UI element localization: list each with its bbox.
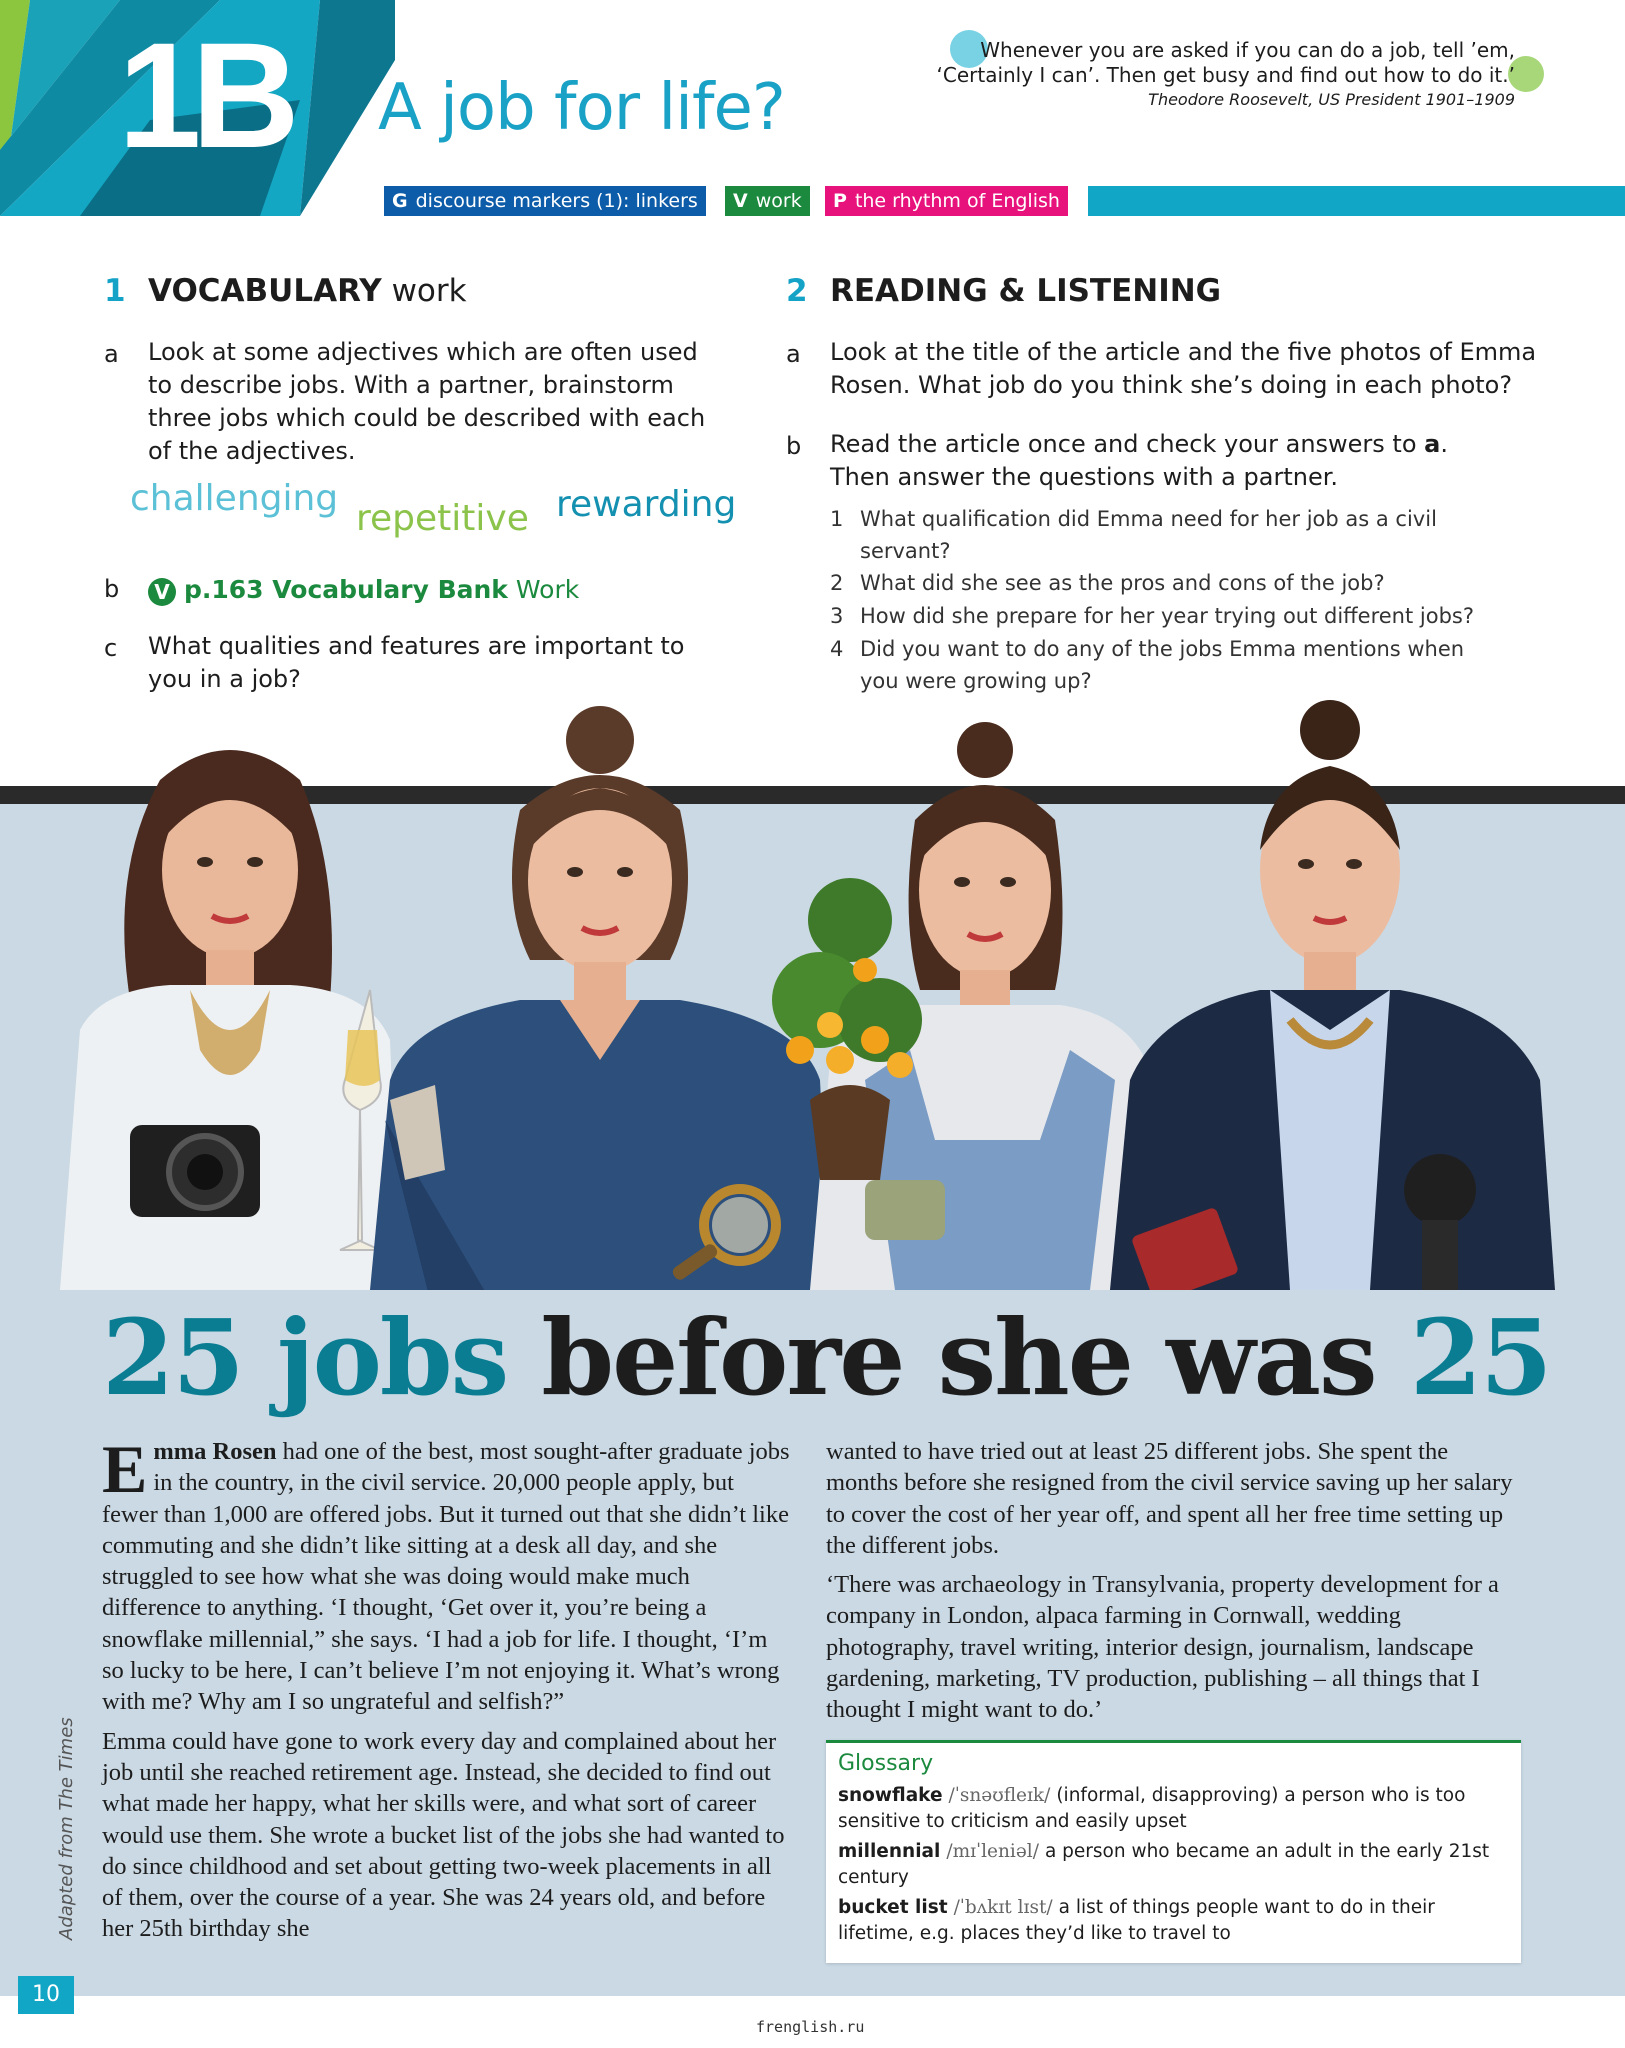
vocabulary-bank-link[interactable]: p.163 Vocabulary Bank Work [184,575,580,604]
article-paragraph: Emma Rosen had one of the best, most sought-after graduate jobs in the country, in the civil service. 20,000 people apply, but fewer than 1,000 are offered jobs. But it turned out that she didn’t like commuting and she didn’t like sitting at a desk all day, and she struggled to see how what she was doing would make much difference to anything. ‘I thought, ‘Get over it, you’re being a snowflake millennial,” she says. ‘I had a job for life. I thought, ‘I’m so lucky to be here, I can’t believe I’m not enjoying it. What’s wrong with me? Why am I so ungrateful and selfish?” [102,1431,790,1716]
journalist-photo [1100,700,1560,1290]
quote-line: ‘Certainly I can’. Then get busy and find out how to do it.’ [936,63,1515,87]
photographer-photo [40,720,420,1290]
exercise-letter: a [786,340,801,368]
quote [930,38,1515,112]
question-number: 1 [830,507,844,531]
section-title: READING & LISTENING [830,273,1222,309]
quote-author: Theodore Roosevelt, US President 1901–1909 [1148,90,1515,109]
vocabulary-bank-icon: V [148,578,176,606]
exercise-letter: a [104,340,119,368]
article-column-2 [826,1436,1526,1726]
page-number: 10 [18,1976,74,2014]
vocabulary-tag: V work [725,186,810,216]
exercise-text: Look at the title of the article and the five photos of Emma Rosen. What job do you think she’s doing in each photo? [830,338,1537,399]
question-number: 4 [830,637,844,661]
question-text: Did you want to do any of the jobs Emma mentions when you were growing up? [860,637,1465,693]
glossary-box [826,1740,1521,1963]
adjective: challenging [130,478,339,519]
article-paragraph: wanted to have tried out at least 25 different jobs. She spent the months before she resigned from the civil service saving up her salary to cover the cost of her year off, and spent all her free time setting up the different jobs. [826,1438,1513,1559]
glossary-entry: snowflake /ˈsnəʊfleɪk/ (informal, disapproving) a person who is too sensitive to criticism and easily upset [838,1785,1466,1832]
header-bar [1088,186,1625,216]
question-number: 2 [830,571,844,595]
quote-line: Whenever you are asked if you can do a job, tell ’em, [980,38,1515,62]
section-title: VOCABULARY work [148,273,467,309]
grammar-tag: G discourse markers (1): linkers [384,186,706,216]
article-paragraph: Emma could have gone to work every day and complained about her job until she reached retirement age. Instead, she decided to find out what made her happy, what her skills were, and what sort of career would use them. She wrote a bucket list of the jobs she had wanted to do since childhood and set about getting two-week placements in all of them, over the course of a year. She was 24 years old, and before her 25th birthday she [102,1727,785,1943]
section-number: 1 [104,273,126,309]
pronunciation-tag: P the rhythm of English [825,186,1068,216]
question-text: What qualification did Emma need for her job as a civil servant? [860,507,1437,563]
exercise-letter: b [104,575,120,603]
question-number: 3 [830,604,844,628]
article-column-1 [102,1431,792,1945]
glossary-entry: millennial /mɪˈleniəl/ a person who became an adult in the early 21st century [838,1841,1490,1888]
question-text: How did she prepare for her year trying out different jobs? [860,604,1474,628]
exercise-text: Look at some adjectives which are often used to describe jobs. With a partner, brainstorm three jobs which could be described with each of the adjectives. [148,338,706,465]
adjective: repetitive [356,498,529,539]
archaeologist-photo [370,700,830,1290]
dropcap: E [102,1431,148,1507]
article-title: 25 jobs before she was 25 [102,1296,1551,1419]
question-text: What did she see as the pros and cons of the job? [860,571,1385,595]
section-number: 2 [786,273,808,309]
article-source: Adapted from The Times [56,1717,77,1940]
unit-number: 1B [118,11,290,179]
glossary-entry: bucket list /ˈbʌkɪt lɪst/ a list of things people want to do in their lifetime, e.g. places they’d like to travel to [838,1897,1435,1944]
article-paragraph: ‘There was archaeology in Transylvania, property development for a company in London, alpaca farming in Cornwall, wedding photography, travel writing, interior design, journalism, landscape gardening, marketing, TV production, publishing – all things that I thought I might want to do.’ [826,1571,1499,1724]
exercise-text: What qualities and features are important to you in a job? [148,632,685,693]
adjective: rewarding [556,484,737,525]
exercise-letter: c [104,634,118,662]
unit-title: A job for life? [378,71,785,145]
exercise-letter: b [786,432,802,460]
glossary-title: Glossary [838,1751,934,1776]
exercise-text: Read the article once and check your answers to a. Then answer the questions with a partner. [830,430,1449,491]
watermark: frenglish.ru [756,2018,865,2036]
